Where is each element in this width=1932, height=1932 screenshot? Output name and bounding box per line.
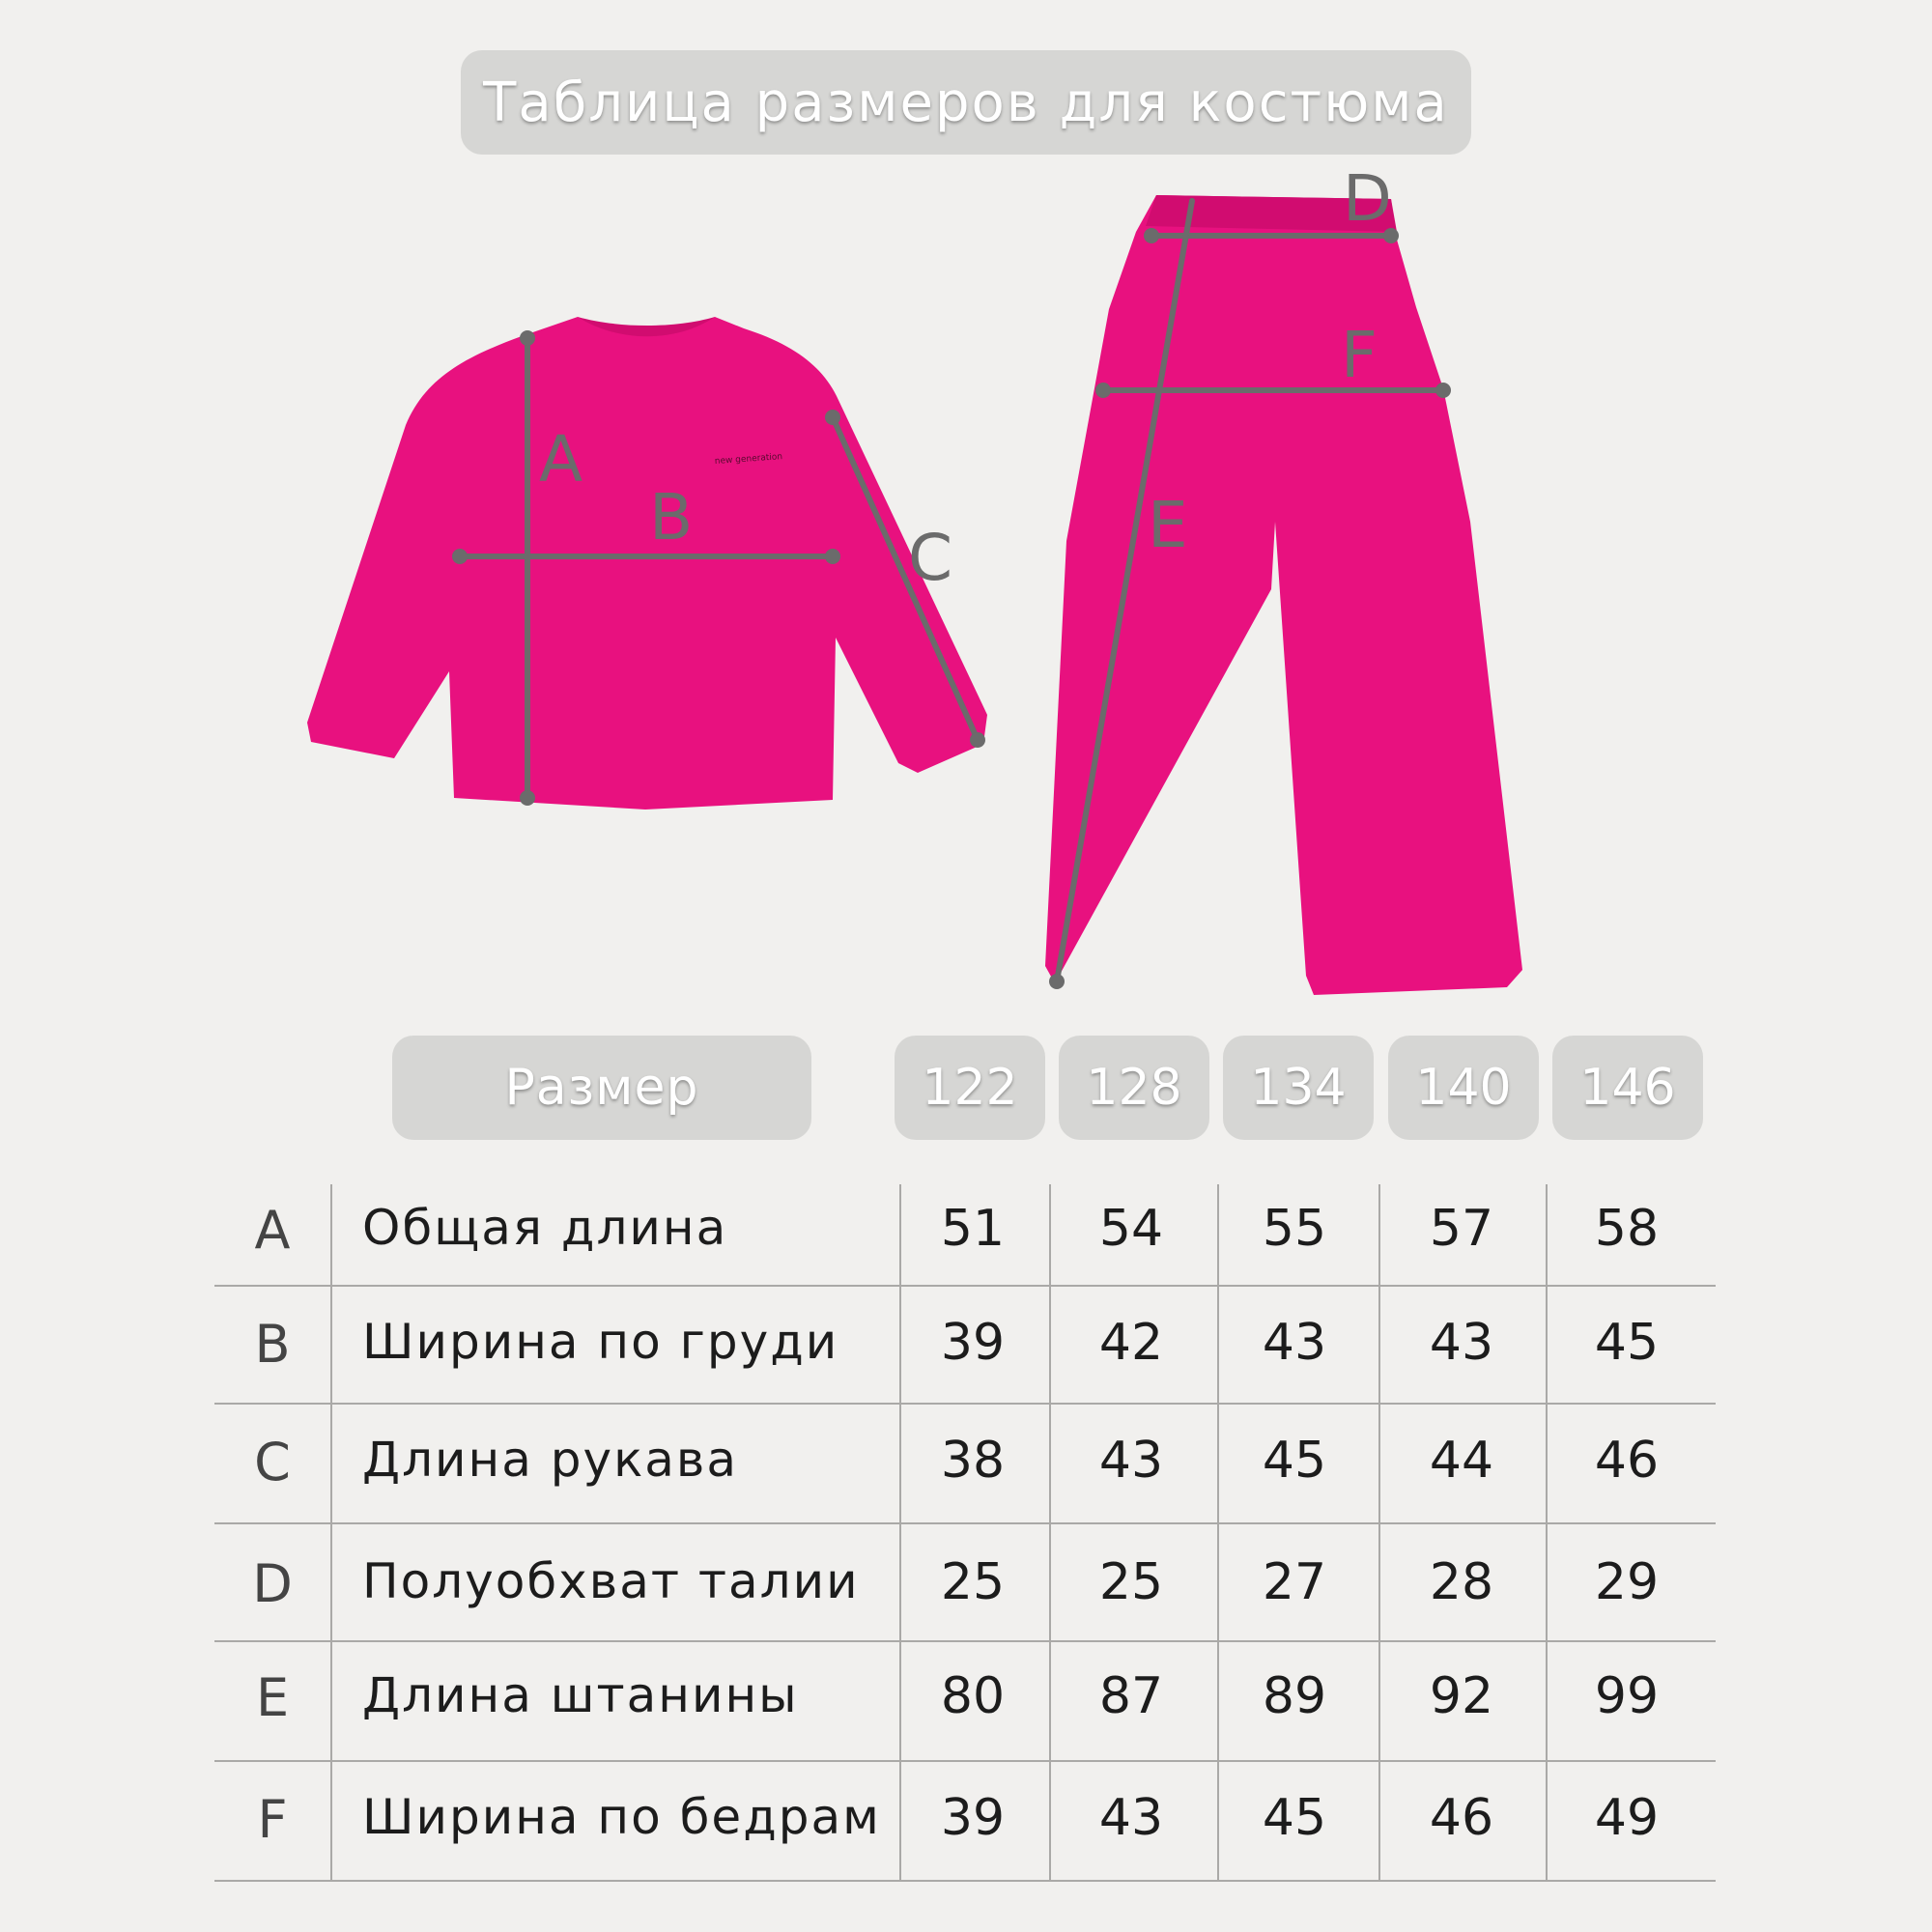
table-divider xyxy=(1217,1184,1219,1882)
table-divider xyxy=(214,1522,1716,1524)
table-divider xyxy=(899,1184,901,1882)
row-value: 38 xyxy=(940,1432,1006,1490)
row-name: Общая длина xyxy=(362,1200,728,1256)
row-value: 43 xyxy=(1098,1789,1164,1847)
row-letter: D xyxy=(252,1553,293,1614)
row-value: 43 xyxy=(1262,1314,1327,1372)
row-value: 51 xyxy=(940,1200,1006,1258)
marker-e: E xyxy=(1148,488,1188,562)
pants-image xyxy=(1045,195,1522,995)
row-name: Длина рукава xyxy=(362,1432,739,1488)
row-value: 89 xyxy=(1262,1667,1327,1725)
table-divider xyxy=(214,1285,1716,1287)
row-value: 44 xyxy=(1429,1432,1494,1490)
row-value: 45 xyxy=(1262,1432,1327,1490)
marker-c: C xyxy=(908,521,953,595)
size-pill-134: 134 xyxy=(1223,1036,1374,1140)
size-header-label: Размер xyxy=(392,1036,811,1140)
row-name: Ширина по груди xyxy=(362,1314,839,1370)
row-value: 55 xyxy=(1262,1200,1327,1258)
row-value: 27 xyxy=(1262,1553,1327,1611)
row-value: 45 xyxy=(1594,1314,1660,1372)
sweatshirt-image xyxy=(307,317,987,810)
size-pill-122: 122 xyxy=(895,1036,1045,1140)
table-divider xyxy=(1378,1184,1380,1882)
row-value: 43 xyxy=(1429,1314,1494,1372)
size-pill-140: 140 xyxy=(1388,1036,1539,1140)
row-value: 92 xyxy=(1429,1667,1494,1725)
marker-d: D xyxy=(1343,161,1392,236)
row-value: 80 xyxy=(940,1667,1006,1725)
row-letter: A xyxy=(254,1200,291,1261)
row-value: 28 xyxy=(1429,1553,1494,1611)
marker-b: B xyxy=(649,480,694,554)
row-letter: C xyxy=(254,1432,291,1492)
row-value: 39 xyxy=(940,1314,1006,1372)
row-name: Полуобхват талии xyxy=(362,1553,860,1609)
row-value: 45 xyxy=(1262,1789,1327,1847)
size-pill-146: 146 xyxy=(1552,1036,1703,1140)
marker-f: F xyxy=(1341,318,1378,392)
row-value: 25 xyxy=(1098,1553,1164,1611)
table-divider xyxy=(330,1184,332,1882)
row-letter: B xyxy=(254,1314,291,1375)
row-value: 46 xyxy=(1429,1789,1494,1847)
row-value: 42 xyxy=(1098,1314,1164,1372)
row-value: 46 xyxy=(1594,1432,1660,1490)
row-name: Длина штанины xyxy=(362,1667,799,1723)
table-divider xyxy=(1546,1184,1548,1882)
row-value: 54 xyxy=(1098,1200,1164,1258)
table-divider xyxy=(214,1880,1716,1882)
table-divider xyxy=(1049,1184,1051,1882)
table-divider xyxy=(214,1760,1716,1762)
row-letter: F xyxy=(257,1789,288,1850)
marker-a: A xyxy=(539,422,583,497)
row-value: 87 xyxy=(1098,1667,1164,1725)
table-divider xyxy=(214,1403,1716,1405)
shirt-print-text: new generation xyxy=(714,452,783,467)
row-name: Ширина по бедрам xyxy=(362,1789,881,1845)
size-pill-128: 128 xyxy=(1059,1036,1209,1140)
row-value: 39 xyxy=(940,1789,1006,1847)
row-value: 25 xyxy=(940,1553,1006,1611)
row-value: 49 xyxy=(1594,1789,1660,1847)
row-letter: E xyxy=(255,1667,290,1728)
row-value: 43 xyxy=(1098,1432,1164,1490)
row-value: 99 xyxy=(1594,1667,1660,1725)
page-title: Таблица размеров для костюма xyxy=(461,50,1471,155)
row-value: 29 xyxy=(1594,1553,1660,1611)
row-value: 57 xyxy=(1429,1200,1494,1258)
row-value: 58 xyxy=(1594,1200,1660,1258)
table-divider xyxy=(214,1640,1716,1642)
